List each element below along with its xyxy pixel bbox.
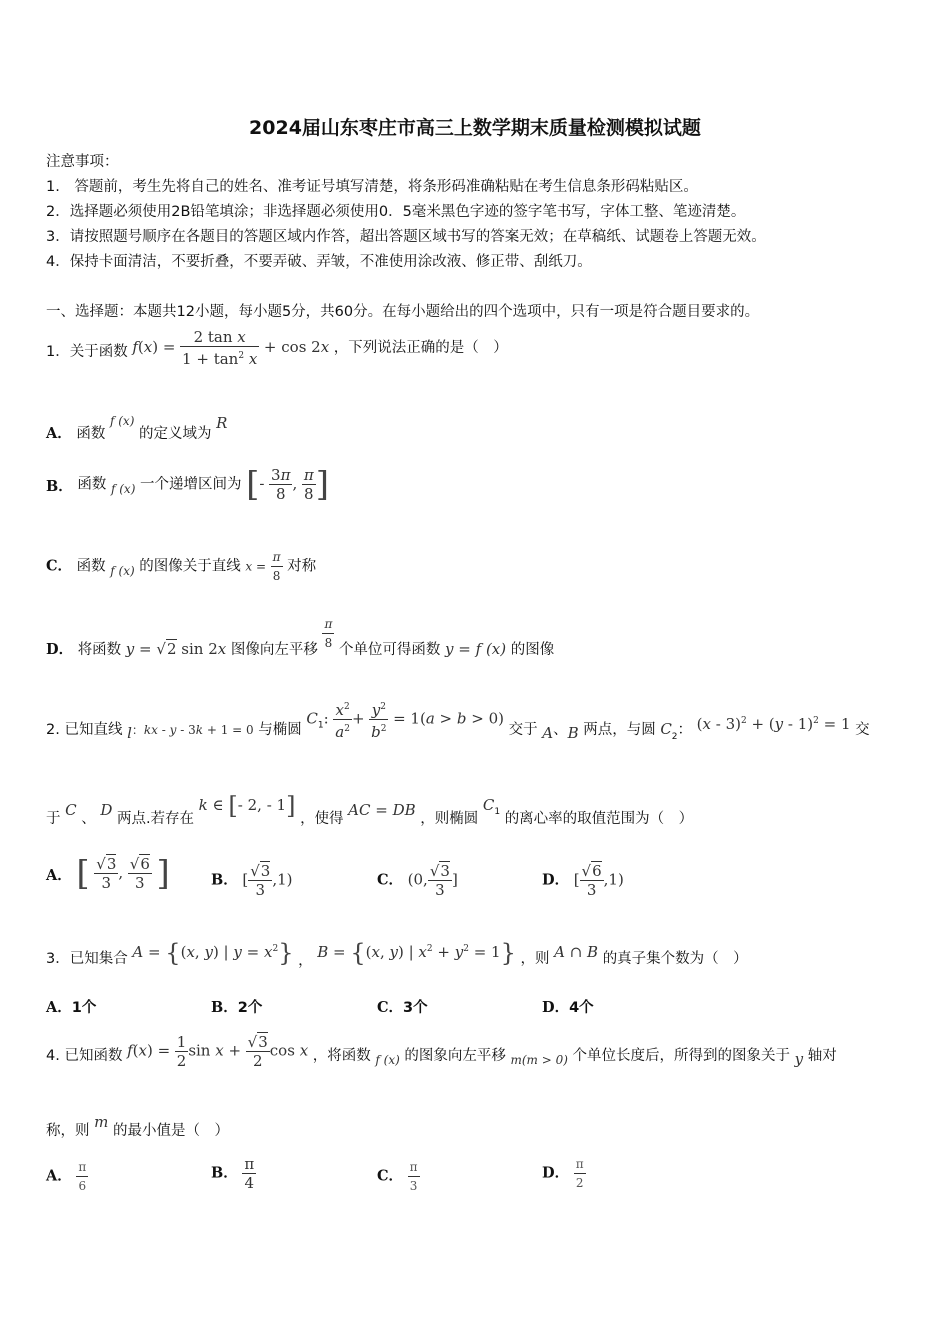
q1-function-formula: f	[132, 338, 138, 356]
q4-option-c[interactable]: C． $\frac{\pi}{3}$	[377, 1160, 418, 1193]
question-4-line2: 称，则 m 的最小值是（ ）	[46, 1113, 229, 1139]
notice-item: 1. 答题前，考生先将自己的姓名、准考证号填写清楚，将条形码准确粘贴在考生信息条形码粘贴区。	[46, 179, 698, 195]
q3-option-c[interactable]: C．3个	[377, 999, 428, 1016]
q1-option-d[interactable]: D． 将函数 y = √2 sin 2x 图像向左平移 $\frac{\pi}{8}$ 个单位可得函数 y = f (x) 的图像	[46, 617, 555, 658]
section-heading: 一、选择题：本题共12小题，每小题5分，共60分。在每小题给出的四个选项中，只有一项是符合题目要求的。	[46, 304, 760, 320]
q2-option-a[interactable]: A． [ $\frac{√3}{3}$ , $\frac{√6}{3}$ ]	[46, 853, 170, 894]
question-2-line2: 于 C 、 D 两点.若存在 k ∈ [- 2, - 1] ，使得 AC = DB ，则椭圆 $C_1$ 的离心率的取值范围为（ ）	[46, 792, 694, 827]
notice-item: 4．保持卡面清洁，不要折叠，不要弄破、弄皱，不准使用涂改液、修正带、刮纸刀。	[46, 254, 592, 270]
q4-option-b[interactable]: B． $\frac{\pi}{4}$	[211, 1155, 255, 1192]
question-1: 1．关于函数 f(x) = $\frac{\text{2 tan x}}{1 + \tan^2 x}$ + cos 2x ，下列说法正确的是（ ）	[46, 328, 508, 368]
question-2: 2. 已知直线 $l_{:kx - y - 3k + 1 = 0}$ 与椭圆 $C_1$: $\frac{x^2}{a^2}$ + $\frac{y^2}{b^2}$ = 1(a > b > 0) 交于 A、B 两点，与圆 $C_2$： (x - 3)$^2$ + (y - 1)$^2$ = 1 交	[46, 698, 870, 741]
q2-option-c[interactable]: C． (0, $\frac{√3}{3}$ ]	[377, 862, 458, 899]
page-title: 2024届山东枣庄市高三上数学期末质量检测模拟试题	[249, 117, 701, 139]
q3-option-a[interactable]: A．1个	[46, 999, 97, 1016]
q4-option-d[interactable]: D． $\frac{\pi}{2}$	[542, 1157, 584, 1190]
question-3: 3．已知集合 A = {(x, y) | $y = x^2$} ， B = {(x, y) | $x^2 + y^2 = 1$} ，则 A ∩ B 的真子集个数为（ ）	[46, 939, 748, 969]
q3-option-b[interactable]: B．2个	[211, 999, 263, 1016]
q1-option-b[interactable]: B． 函数 $_{f (x)}$ 一个递增区间为 [- $\frac{3\pi}{8}$ , $\frac{\pi}{8}$ ]	[46, 464, 329, 505]
q2-option-b[interactable]: B． [ $\frac{√3}{3}$ ,1)	[211, 862, 293, 899]
notice-item: 3．请按照题号顺序在各题目的答题区域内作答，超出答题区域书写的答案无效；在草稿纸、试题卷上答题无效。	[46, 229, 766, 245]
q1-option-c[interactable]: C． 函数 $_{f (x)}$ 的图像关于直线 x = $\frac{\pi}{8}$ 对称	[46, 550, 317, 583]
notice-heading: 注意事项：	[46, 154, 119, 170]
q1-option-a[interactable]: A． 函数 f (x) 的定义域为 R	[46, 414, 228, 442]
question-4: 4. 已知函数 f(x) = $\frac{1}{2}$ sin x + $\frac{√3}{2}$ cos x ，将函数 $_{f (x)}$ 的图象向左平移 $_{m(m > 0)}$ 个单位长度后，所得到的图象关于 y 轴对	[46, 1033, 837, 1070]
q2-option-d[interactable]: D． [ $\frac{√6}{3}$ ,1)	[542, 862, 624, 899]
q3-option-d[interactable]: D．4个	[542, 999, 594, 1016]
q4-option-a[interactable]: A． $\frac{\pi}{6}$	[46, 1160, 87, 1193]
notice-item: 2．选择题必须使用2B铅笔填涂；非选择题必须使用0．5毫米黑色字迹的签字笔书写，字体工整、笔迹清楚。	[46, 204, 746, 220]
